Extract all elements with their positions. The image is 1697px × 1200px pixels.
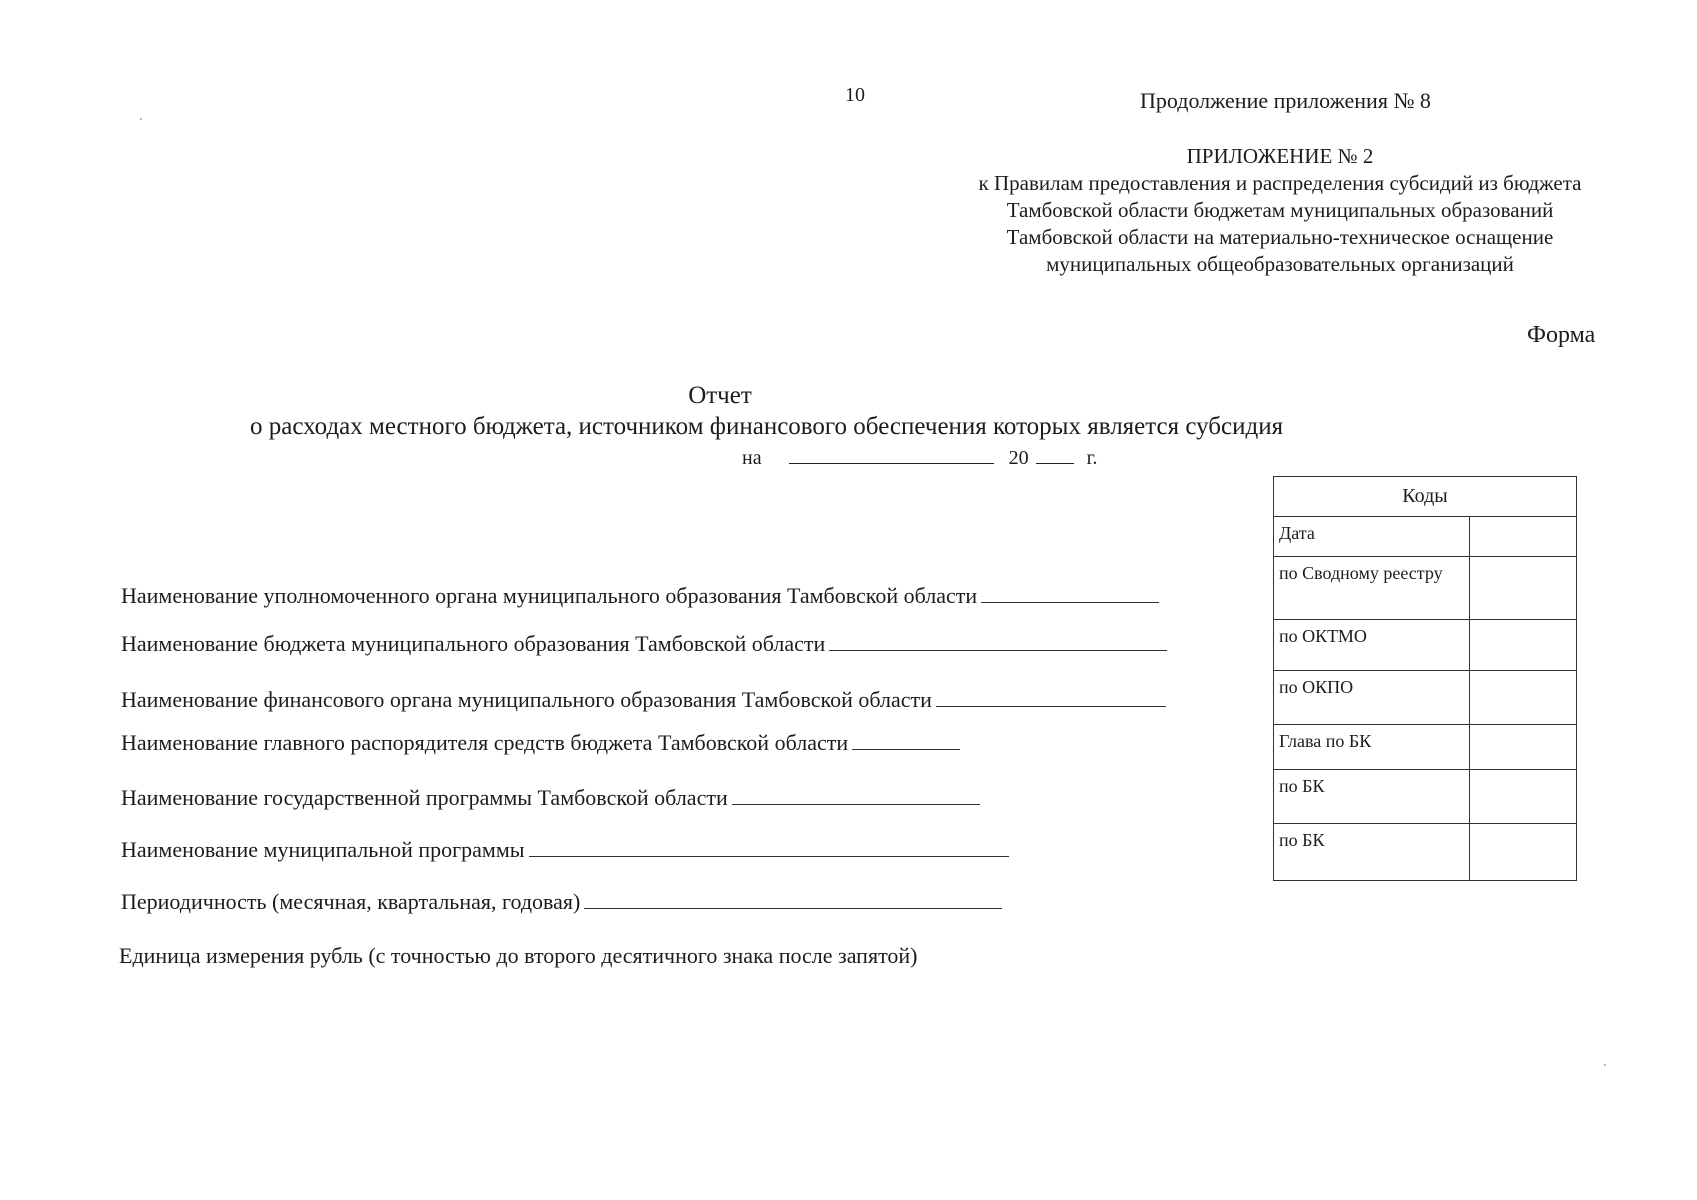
page-number: 10 <box>845 84 865 106</box>
codes-row <box>1274 770 1577 824</box>
codes-row <box>1274 517 1577 557</box>
code-value-cell[interactable] <box>1470 557 1577 620</box>
appendix-line: Тамбовской области на материально-техническое оснащение <box>1006 225 1554 249</box>
field-blank[interactable] <box>584 888 1002 909</box>
date-year: 20 <box>1008 447 1029 469</box>
continuation-label: Продолжение приложения № 8 <box>1140 88 1431 113</box>
code-value-cell[interactable] <box>1470 725 1577 770</box>
field-label: Наименование муниципальной программы <box>121 837 525 862</box>
field-label: Наименование бюджета муниципального образования Тамбовской области <box>121 631 826 656</box>
code-label: Глава по БК <box>1274 725 1470 770</box>
field-label: Наименование финансового органа муниципального образования Тамбовской области <box>121 687 932 712</box>
report-subtitle: о расходах местного бюджета, источником финансового обеспечения которых является субсидия <box>250 413 1284 440</box>
scan-speck <box>140 118 142 120</box>
code-label: по ОКПО <box>1274 671 1470 725</box>
scan-speck <box>1604 1064 1606 1066</box>
code-label: по ОКТМО <box>1274 620 1470 671</box>
appendix-line: Тамбовской области бюджетам муниципальных образований <box>1006 198 1554 222</box>
report-date-line <box>742 447 1098 470</box>
field-row <box>121 686 1166 713</box>
field-blank[interactable] <box>732 784 980 805</box>
field-label: Наименование уполномоченного органа муниципального образования Тамбовской области <box>121 583 978 608</box>
code-value-cell[interactable] <box>1470 671 1577 725</box>
field-row <box>121 888 1002 915</box>
field-blank[interactable] <box>936 686 1166 707</box>
codes-header: Коды <box>1274 477 1577 517</box>
appendix-title: ПРИЛОЖЕНИЕ № 2 <box>1186 144 1374 168</box>
code-label: по БК <box>1274 770 1470 824</box>
codes-table <box>1273 476 1577 881</box>
field-row <box>121 630 1167 657</box>
code-label: по Сводному реестру <box>1274 557 1470 620</box>
codes-row <box>1274 725 1577 770</box>
date-suffix: г. <box>1086 447 1098 469</box>
code-label: по БК <box>1274 824 1470 881</box>
date-prefix: на <box>742 447 762 469</box>
report-title-block <box>250 380 1284 442</box>
field-row <box>121 729 960 756</box>
code-value-cell[interactable] <box>1470 824 1577 881</box>
field-label: Наименование главного распорядителя средств бюджета Тамбовской области <box>121 730 849 755</box>
appendix-line: к Правилам предоставления и распределения субсидий из бюджета <box>978 171 1582 195</box>
codes-row <box>1274 824 1577 881</box>
appendix-header <box>900 143 1660 278</box>
code-label: Дата <box>1274 517 1470 557</box>
codes-row <box>1274 557 1577 620</box>
field-blank[interactable] <box>981 582 1159 603</box>
code-value-cell[interactable] <box>1470 620 1577 671</box>
form-label: Форма <box>1527 322 1596 348</box>
field-row <box>121 836 1009 863</box>
field-row <box>121 784 980 811</box>
code-value-cell[interactable] <box>1470 517 1577 557</box>
field-blank[interactable] <box>529 836 1009 857</box>
field-row <box>121 582 1159 609</box>
report-title: Отчет <box>688 382 752 409</box>
field-blank[interactable] <box>852 729 960 750</box>
field-blank[interactable] <box>829 630 1167 651</box>
codes-row <box>1274 620 1577 671</box>
field-label: Наименование государственной программы Тамбовской области <box>121 785 728 810</box>
codes-row <box>1274 671 1577 725</box>
appendix-line: муниципальных общеобразовательных организаций <box>1046 252 1514 276</box>
date-blank[interactable] <box>789 447 994 464</box>
year-blank[interactable] <box>1036 447 1074 464</box>
units-line: Единица измерения рубль (с точностью до второго десятичного знака после запятой) <box>119 943 918 968</box>
field-label: Периодичность (месячная, квартальная, годовая) <box>121 889 581 914</box>
code-value-cell[interactable] <box>1470 770 1577 824</box>
